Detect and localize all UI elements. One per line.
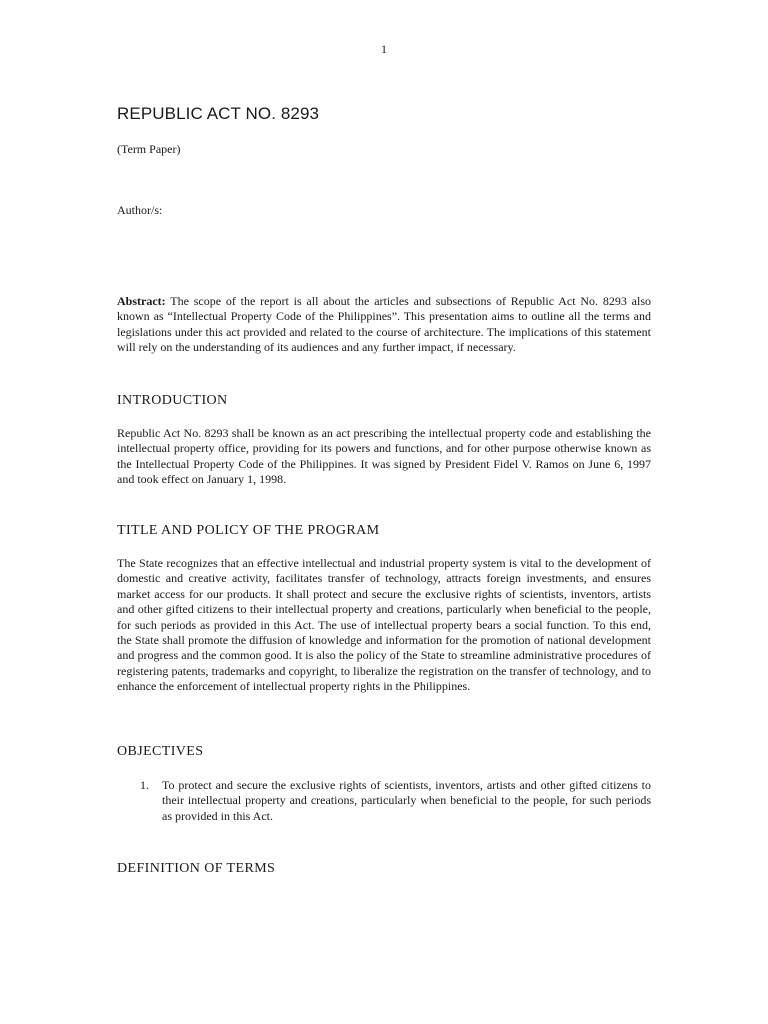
list-item [117, 778, 651, 824]
page-number [0, 42, 768, 57]
abstract-label: Abstract: [117, 294, 166, 308]
list-item-number: 1. [140, 778, 149, 792]
document-title: REPUBLIC ACT NO. 8293 [117, 104, 320, 123]
definitions-heading: DEFINITION OF TERMS [117, 861, 276, 876]
introduction-paragraph: Republic Act No. 8293 shall be known as an act prescribing the intellectual property code and establishing the intellectual property office, providing for its powers and functions, and for other purpose otherwise known as the Intellectual Property Code of the Philippines. It was signed by President Fidel V. Ramos on June 6, 1997 and took effect on January 1, 1998. [117, 426, 651, 487]
objectives-list [117, 778, 651, 824]
abstract-paragraph [117, 294, 651, 356]
page-number-text: 1 [381, 42, 387, 56]
list-item-text: To protect and secure the exclusive rights of scientists, inventors, artists and other gifted citizens to their intellectual property and creations, particularly when beneficial to the people, for such periods as provided in this Act. [162, 778, 651, 823]
policy-heading: TITLE AND POLICY OF THE PROGRAM [117, 523, 380, 538]
introduction-heading: INTRODUCTION [117, 393, 228, 408]
abstract-text: The scope of the report is all about the articles and subsections of Republic Act No. 8293 also known as “Intellectual Property Code of the Philippines”. This presentation aims to outline all the terms and legislations under this act provided and related to the course of architecture. The implications of this statement will rely on the understanding of its audiences and any further impact, if necessary. [117, 294, 651, 355]
objectives-heading: OBJECTIVES [117, 744, 204, 759]
policy-paragraph: The State recognizes that an effective intellectual and industrial property system is vital to the development of domestic and creative activity, facilitates transfer of technology, attracts foreign investments, and ensures market access for our products. It shall protect and secure the exclusive rights of scientists, inventors, artists and other gifted citizens to their intellectual property and creations, particularly when beneficial to the people, for such periods as provided in this Act. The use of intellectual property bears a social function. To this end, the State shall promote the diffusion of knowledge and information for the promotion of national development and progress and the common good. It is also the policy of the State to streamline administrative procedures of registering patents, trademarks and copyright, to liberalize the registration on the transfer of technology, and to enhance the enforcement of intellectual property rights in the Philippines. [117, 556, 651, 694]
document-subtitle: (Term Paper) [117, 142, 181, 156]
author-label: Author/s: [117, 203, 163, 217]
